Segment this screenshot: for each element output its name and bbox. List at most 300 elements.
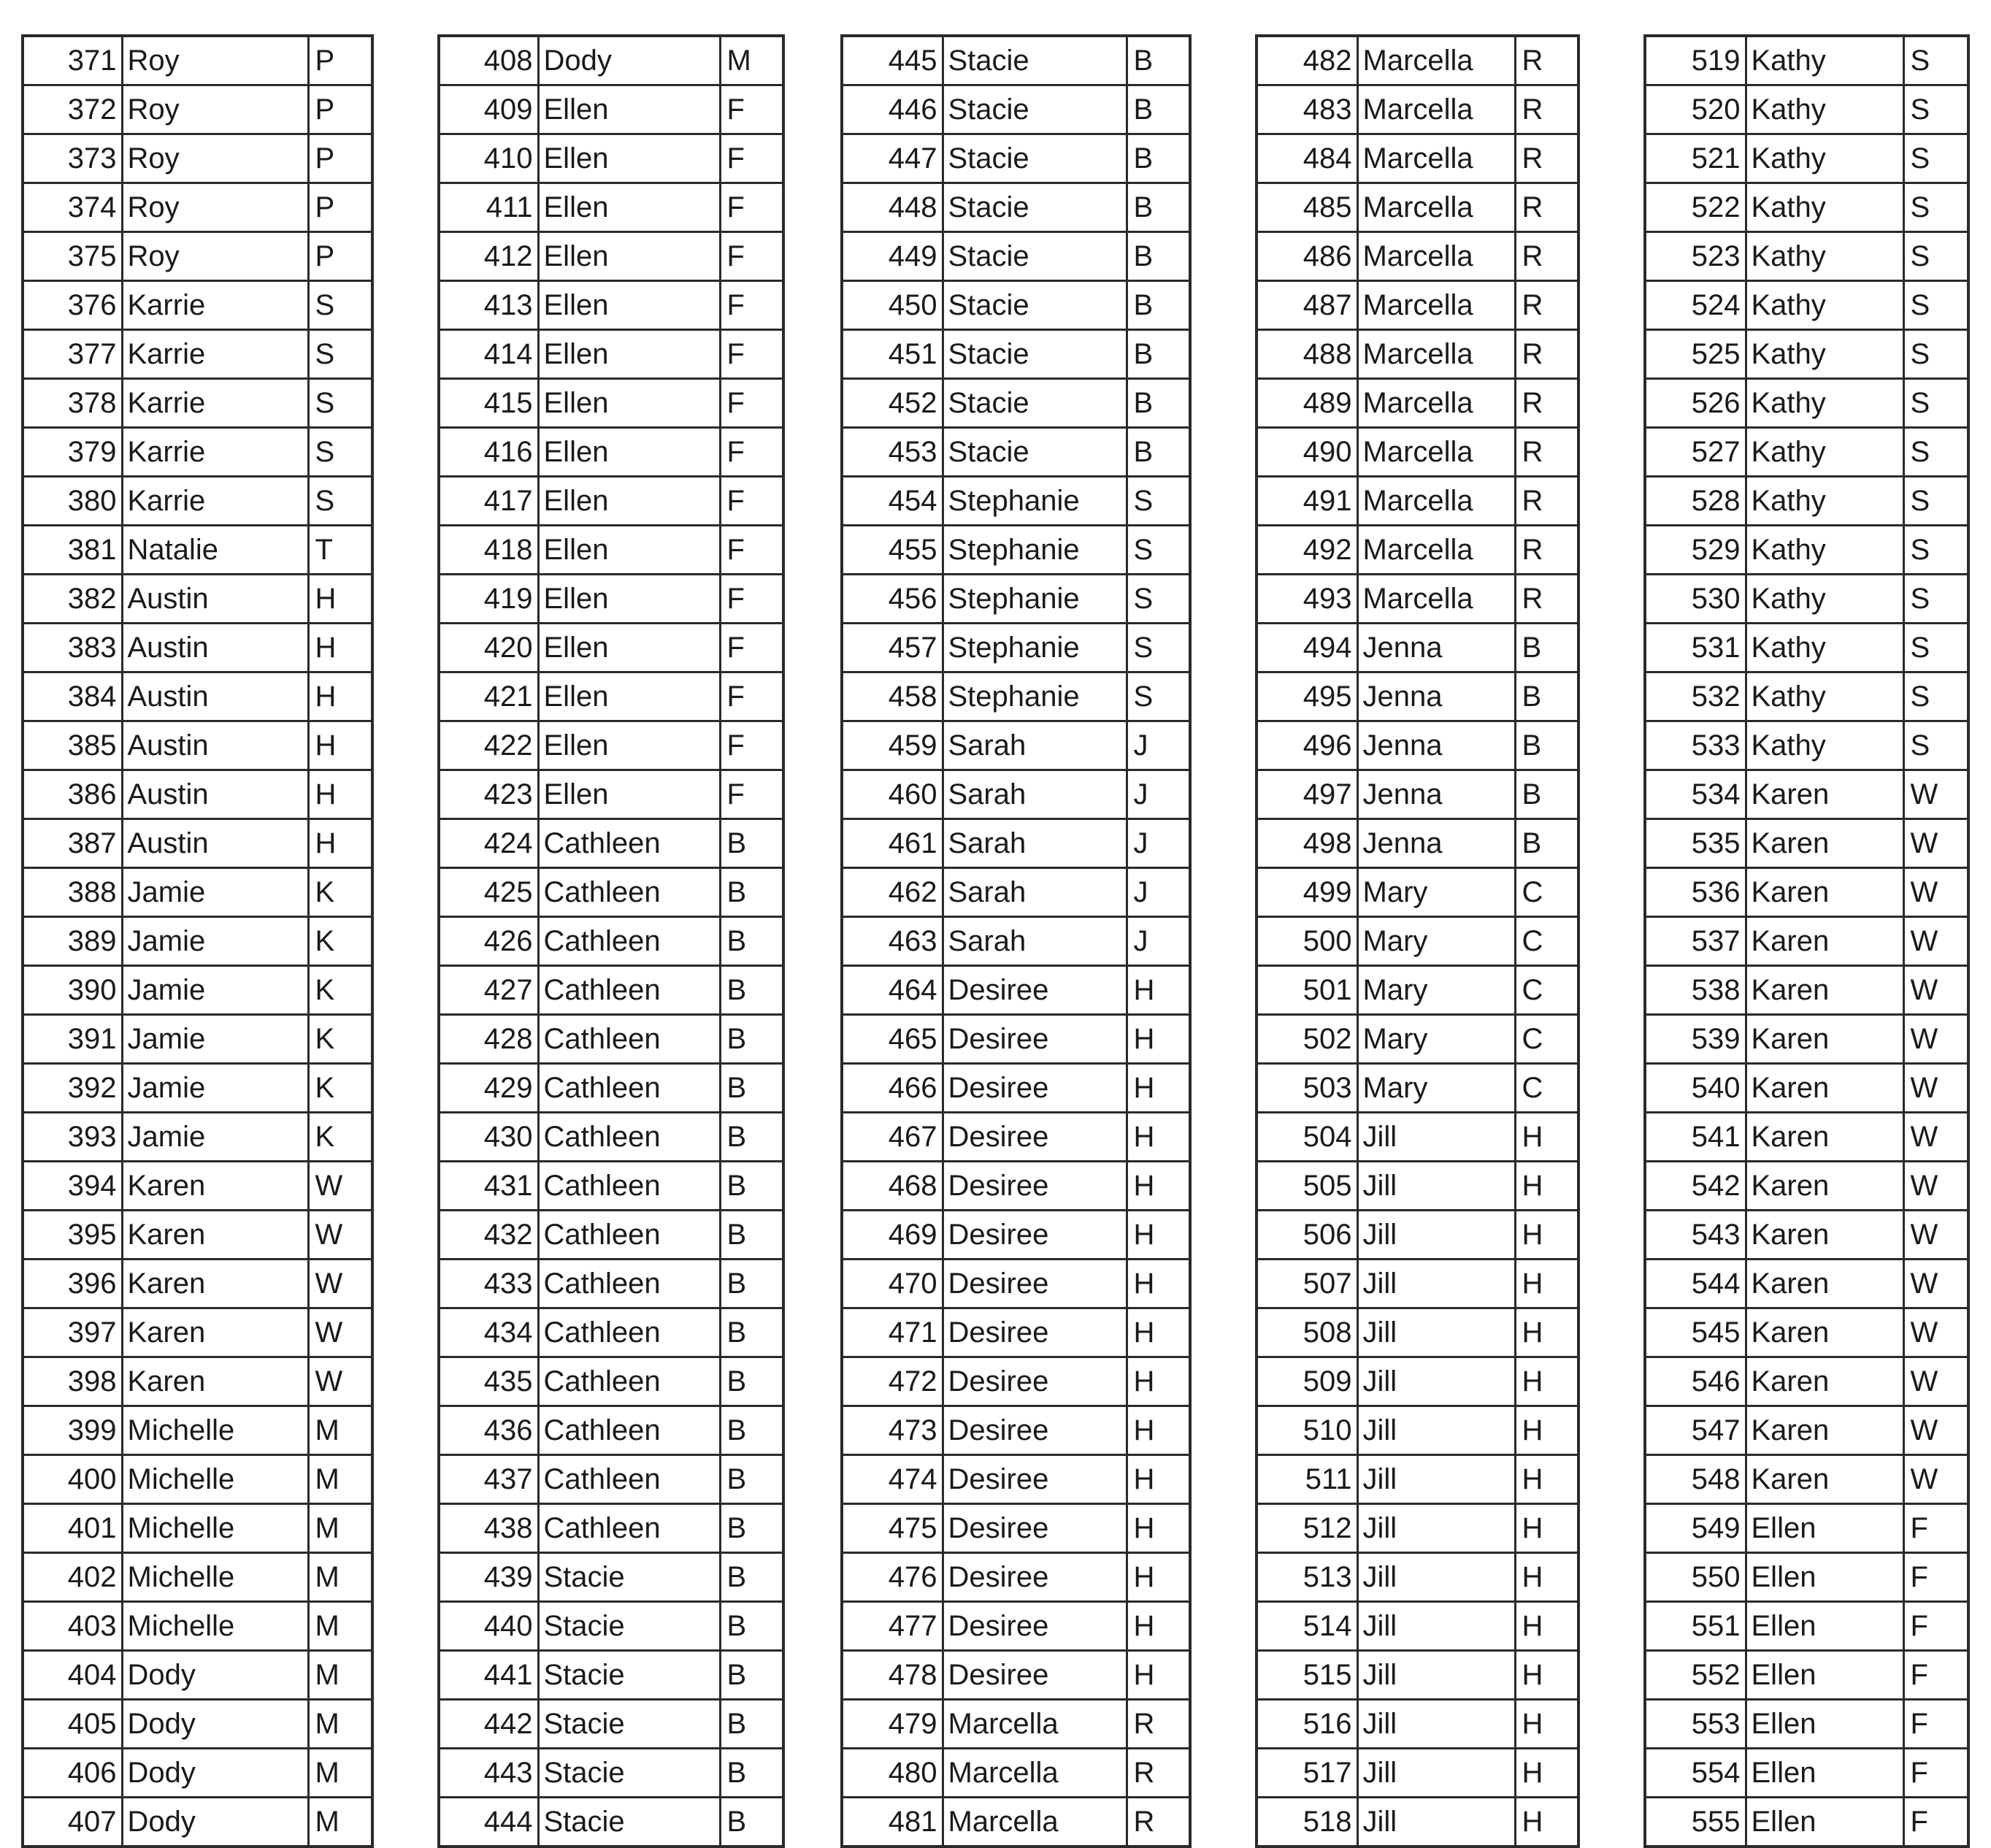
table-row bbox=[1257, 183, 1578, 232]
table-row bbox=[439, 1406, 783, 1455]
table-row bbox=[1645, 1211, 1968, 1260]
row-number-cell: 406 bbox=[23, 1749, 122, 1798]
row-number-cell: 511 bbox=[1257, 1455, 1357, 1504]
code-cell: S bbox=[308, 477, 372, 526]
row-number-cell: 395 bbox=[23, 1211, 122, 1260]
name-cell: Cathleen bbox=[538, 1406, 720, 1455]
name-cell: Desiree bbox=[943, 966, 1127, 1015]
name-cell: Kathy bbox=[1746, 85, 1903, 134]
code-cell: M bbox=[308, 1798, 372, 1847]
table-row bbox=[842, 624, 1190, 672]
name-cell: Karen bbox=[1746, 917, 1903, 966]
code-cell: K bbox=[308, 966, 372, 1015]
table-row bbox=[23, 1308, 372, 1357]
name-cell: Mary bbox=[1357, 1064, 1515, 1113]
row-number-cell: 553 bbox=[1645, 1700, 1746, 1749]
row-number-cell: 487 bbox=[1257, 281, 1357, 330]
name-cell: Michelle bbox=[122, 1406, 308, 1455]
name-cell: Jamie bbox=[122, 917, 308, 966]
row-number-cell: 436 bbox=[439, 1406, 538, 1455]
code-cell: H bbox=[1127, 1015, 1190, 1064]
name-cell: Stacie bbox=[943, 281, 1127, 330]
row-number-cell: 387 bbox=[23, 819, 122, 868]
code-cell: W bbox=[1903, 1113, 1968, 1162]
code-cell: H bbox=[308, 770, 372, 819]
row-number-cell: 458 bbox=[842, 672, 943, 721]
code-cell: H bbox=[1515, 1357, 1578, 1406]
code-cell: H bbox=[308, 721, 372, 770]
table-row bbox=[23, 1455, 372, 1504]
name-cell: Jill bbox=[1357, 1308, 1515, 1357]
row-number-cell: 425 bbox=[439, 868, 538, 917]
code-cell: R bbox=[1515, 526, 1578, 575]
row-number-cell: 377 bbox=[23, 330, 122, 379]
table-row bbox=[842, 1211, 1190, 1260]
table-row bbox=[842, 477, 1190, 526]
code-cell: W bbox=[1903, 819, 1968, 868]
row-number-cell: 503 bbox=[1257, 1064, 1357, 1113]
row-number-cell: 434 bbox=[439, 1308, 538, 1357]
row-number-cell: 408 bbox=[439, 36, 538, 85]
row-number-cell: 481 bbox=[842, 1798, 943, 1847]
table-row bbox=[842, 330, 1190, 379]
code-cell: K bbox=[308, 1015, 372, 1064]
code-cell: B bbox=[1127, 134, 1190, 183]
table-row bbox=[1645, 624, 1968, 672]
code-cell: P bbox=[308, 85, 372, 134]
code-cell: B bbox=[720, 1064, 783, 1113]
table-row bbox=[1645, 1015, 1968, 1064]
table-row bbox=[1257, 624, 1578, 672]
name-cell: Marcella bbox=[1357, 85, 1515, 134]
code-cell: B bbox=[720, 1700, 783, 1749]
row-number-cell: 507 bbox=[1257, 1260, 1357, 1308]
table-row bbox=[23, 428, 372, 477]
table-row bbox=[842, 85, 1190, 134]
table-row bbox=[439, 1651, 783, 1700]
name-cell: Stacie bbox=[943, 183, 1127, 232]
row-number-cell: 386 bbox=[23, 770, 122, 819]
name-cell: Cathleen bbox=[538, 1504, 720, 1553]
name-cell: Marcella bbox=[943, 1700, 1127, 1749]
name-cell: Michelle bbox=[122, 1455, 308, 1504]
row-number-cell: 524 bbox=[1645, 281, 1746, 330]
row-number-cell: 485 bbox=[1257, 183, 1357, 232]
code-cell: H bbox=[1515, 1113, 1578, 1162]
table-row bbox=[23, 917, 372, 966]
name-cell: Marcella bbox=[1357, 526, 1515, 575]
name-cell: Cathleen bbox=[538, 1308, 720, 1357]
name-cell: Kathy bbox=[1746, 183, 1903, 232]
table-row bbox=[1645, 1162, 1968, 1211]
row-number-cell: 474 bbox=[842, 1455, 943, 1504]
name-cell: Ellen bbox=[1746, 1553, 1903, 1602]
row-number-cell: 388 bbox=[23, 868, 122, 917]
name-cell: Austin bbox=[122, 672, 308, 721]
row-number-cell: 400 bbox=[23, 1455, 122, 1504]
row-number-cell: 371 bbox=[23, 36, 122, 85]
row-number-cell: 548 bbox=[1645, 1455, 1746, 1504]
code-cell: W bbox=[1903, 1260, 1968, 1308]
name-cell: Stephanie bbox=[943, 477, 1127, 526]
table-row bbox=[1645, 770, 1968, 819]
table-row bbox=[1257, 1651, 1578, 1700]
name-cell: Karen bbox=[122, 1260, 308, 1308]
row-number-cell: 512 bbox=[1257, 1504, 1357, 1553]
table-row bbox=[439, 1602, 783, 1651]
name-cell: Mary bbox=[1357, 966, 1515, 1015]
name-cell: Desiree bbox=[943, 1406, 1127, 1455]
row-number-cell: 372 bbox=[23, 85, 122, 134]
row-number-cell: 521 bbox=[1645, 134, 1746, 183]
code-cell: S bbox=[1903, 575, 1968, 624]
row-number-cell: 456 bbox=[842, 575, 943, 624]
row-number-cell: 402 bbox=[23, 1553, 122, 1602]
row-number-cell: 539 bbox=[1645, 1015, 1746, 1064]
code-cell: W bbox=[308, 1260, 372, 1308]
row-number-cell: 536 bbox=[1645, 868, 1746, 917]
row-number-cell: 375 bbox=[23, 232, 122, 281]
name-cell: Roy bbox=[122, 36, 308, 85]
code-cell: F bbox=[720, 721, 783, 770]
code-cell: F bbox=[720, 624, 783, 672]
row-number-cell: 501 bbox=[1257, 966, 1357, 1015]
row-number-cell: 428 bbox=[439, 1015, 538, 1064]
code-cell: S bbox=[1127, 526, 1190, 575]
code-cell: R bbox=[1127, 1700, 1190, 1749]
code-cell: W bbox=[308, 1162, 372, 1211]
row-number-cell: 464 bbox=[842, 966, 943, 1015]
code-cell: M bbox=[308, 1651, 372, 1700]
code-cell: S bbox=[1903, 134, 1968, 183]
row-number-cell: 405 bbox=[23, 1700, 122, 1749]
table-row bbox=[842, 1749, 1190, 1798]
table-row bbox=[439, 624, 783, 672]
name-cell: Cathleen bbox=[538, 1260, 720, 1308]
name-cell: Stacie bbox=[943, 232, 1127, 281]
table-row bbox=[1645, 1798, 1968, 1847]
table-row bbox=[842, 1406, 1190, 1455]
table-row bbox=[439, 1064, 783, 1113]
table-row bbox=[1257, 85, 1578, 134]
code-cell: B bbox=[720, 1749, 783, 1798]
code-cell: H bbox=[1515, 1211, 1578, 1260]
code-cell: B bbox=[1127, 232, 1190, 281]
row-number-cell: 443 bbox=[439, 1749, 538, 1798]
name-cell: Desiree bbox=[943, 1455, 1127, 1504]
name-cell: Ellen bbox=[538, 624, 720, 672]
name-cell: Stacie bbox=[943, 85, 1127, 134]
row-number-cell: 534 bbox=[1645, 770, 1746, 819]
table-row bbox=[1257, 1113, 1578, 1162]
row-number-cell: 374 bbox=[23, 183, 122, 232]
row-number-cell: 479 bbox=[842, 1700, 943, 1749]
name-cell: Sarah bbox=[943, 868, 1127, 917]
row-number-cell: 499 bbox=[1257, 868, 1357, 917]
table-row bbox=[1257, 1211, 1578, 1260]
code-cell: H bbox=[1127, 1504, 1190, 1553]
table-row bbox=[1645, 232, 1968, 281]
code-cell: C bbox=[1515, 1064, 1578, 1113]
row-number-cell: 401 bbox=[23, 1504, 122, 1553]
table-row bbox=[439, 1749, 783, 1798]
table-row bbox=[1257, 819, 1578, 868]
code-cell: K bbox=[308, 1113, 372, 1162]
table-row bbox=[842, 281, 1190, 330]
code-cell: R bbox=[1515, 232, 1578, 281]
table-row bbox=[439, 721, 783, 770]
code-cell: H bbox=[1127, 1211, 1190, 1260]
name-cell: Karen bbox=[1746, 1162, 1903, 1211]
table-row bbox=[23, 330, 372, 379]
code-cell: K bbox=[308, 1064, 372, 1113]
code-cell: M bbox=[720, 36, 783, 85]
name-cell: Desiree bbox=[943, 1357, 1127, 1406]
code-cell: H bbox=[308, 819, 372, 868]
name-cell: Jill bbox=[1357, 1211, 1515, 1260]
table-row bbox=[439, 819, 783, 868]
name-cell: Karen bbox=[1746, 1064, 1903, 1113]
name-cell: Ellen bbox=[538, 672, 720, 721]
table-row bbox=[23, 232, 372, 281]
table-row bbox=[439, 1211, 783, 1260]
name-cell: Dody bbox=[122, 1798, 308, 1847]
code-cell: B bbox=[720, 1504, 783, 1553]
table-row bbox=[1257, 1749, 1578, 1798]
code-cell: S bbox=[1903, 428, 1968, 477]
name-cell: Desiree bbox=[943, 1260, 1127, 1308]
row-number-cell: 413 bbox=[439, 281, 538, 330]
row-number-cell: 478 bbox=[842, 1651, 943, 1700]
name-cell: Stacie bbox=[538, 1749, 720, 1798]
code-cell: M bbox=[308, 1504, 372, 1553]
row-number-cell: 467 bbox=[842, 1113, 943, 1162]
table-row bbox=[23, 477, 372, 526]
table-row bbox=[1645, 526, 1968, 575]
row-number-cell: 495 bbox=[1257, 672, 1357, 721]
table-row bbox=[1257, 1308, 1578, 1357]
table-row bbox=[439, 477, 783, 526]
row-number-cell: 506 bbox=[1257, 1211, 1357, 1260]
code-cell: H bbox=[308, 575, 372, 624]
code-cell: H bbox=[1515, 1162, 1578, 1211]
code-cell: B bbox=[720, 1651, 783, 1700]
name-cell: Ellen bbox=[538, 379, 720, 428]
code-cell: W bbox=[308, 1211, 372, 1260]
table-row bbox=[1257, 966, 1578, 1015]
row-number-cell: 410 bbox=[439, 134, 538, 183]
row-number-cell: 552 bbox=[1645, 1651, 1746, 1700]
row-number-cell: 391 bbox=[23, 1015, 122, 1064]
name-cell: Stacie bbox=[538, 1553, 720, 1602]
row-number-cell: 399 bbox=[23, 1406, 122, 1455]
roster-table-1 bbox=[21, 34, 374, 1848]
row-number-cell: 530 bbox=[1645, 575, 1746, 624]
code-cell: S bbox=[308, 330, 372, 379]
code-cell: T bbox=[308, 526, 372, 575]
row-number-cell: 440 bbox=[439, 1602, 538, 1651]
row-number-cell: 455 bbox=[842, 526, 943, 575]
name-cell: Jill bbox=[1357, 1260, 1515, 1308]
code-cell: C bbox=[1515, 917, 1578, 966]
row-number-cell: 540 bbox=[1645, 1064, 1746, 1113]
code-cell: B bbox=[720, 1211, 783, 1260]
name-cell: Mary bbox=[1357, 868, 1515, 917]
name-cell: Desiree bbox=[943, 1015, 1127, 1064]
name-cell: Kathy bbox=[1746, 330, 1903, 379]
row-number-cell: 498 bbox=[1257, 819, 1357, 868]
row-number-cell: 555 bbox=[1645, 1798, 1746, 1847]
row-number-cell: 433 bbox=[439, 1260, 538, 1308]
table-row bbox=[1645, 721, 1968, 770]
row-number-cell: 452 bbox=[842, 379, 943, 428]
table-row bbox=[23, 770, 372, 819]
code-cell: R bbox=[1515, 330, 1578, 379]
roster-table-body bbox=[842, 36, 1190, 1847]
row-number-cell: 504 bbox=[1257, 1113, 1357, 1162]
name-cell: Ellen bbox=[538, 575, 720, 624]
table-row bbox=[842, 1651, 1190, 1700]
table-row bbox=[23, 526, 372, 575]
table-row bbox=[1257, 477, 1578, 526]
table-row bbox=[1257, 281, 1578, 330]
row-number-cell: 476 bbox=[842, 1553, 943, 1602]
row-number-cell: 550 bbox=[1645, 1553, 1746, 1602]
row-number-cell: 404 bbox=[23, 1651, 122, 1700]
name-cell: Sarah bbox=[943, 770, 1127, 819]
name-cell: Marcella bbox=[1357, 428, 1515, 477]
table-row bbox=[23, 1651, 372, 1700]
name-cell: Sarah bbox=[943, 819, 1127, 868]
table-row bbox=[1645, 1260, 1968, 1308]
row-number-cell: 510 bbox=[1257, 1406, 1357, 1455]
table-row bbox=[23, 1553, 372, 1602]
name-cell: Jill bbox=[1357, 1749, 1515, 1798]
name-cell: Marcella bbox=[1357, 477, 1515, 526]
name-cell: Michelle bbox=[122, 1553, 308, 1602]
row-number-cell: 439 bbox=[439, 1553, 538, 1602]
code-cell: B bbox=[1127, 281, 1190, 330]
name-cell: Karen bbox=[1746, 1113, 1903, 1162]
row-number-cell: 414 bbox=[439, 330, 538, 379]
table-row bbox=[842, 183, 1190, 232]
name-cell: Desiree bbox=[943, 1113, 1127, 1162]
name-cell: Karen bbox=[122, 1357, 308, 1406]
row-number-cell: 538 bbox=[1645, 966, 1746, 1015]
name-cell: Karen bbox=[1746, 1211, 1903, 1260]
name-cell: Kathy bbox=[1746, 281, 1903, 330]
name-cell: Karrie bbox=[122, 330, 308, 379]
table-row bbox=[842, 1700, 1190, 1749]
row-number-cell: 409 bbox=[439, 85, 538, 134]
table-row bbox=[1257, 428, 1578, 477]
table-row bbox=[1257, 1798, 1578, 1847]
code-cell: S bbox=[1903, 477, 1968, 526]
row-number-cell: 551 bbox=[1645, 1602, 1746, 1651]
row-number-cell: 448 bbox=[842, 183, 943, 232]
table-row bbox=[842, 1064, 1190, 1113]
table-row bbox=[842, 526, 1190, 575]
code-cell: R bbox=[1515, 428, 1578, 477]
table-row bbox=[1645, 1455, 1968, 1504]
name-cell: Jenna bbox=[1357, 770, 1515, 819]
table-row bbox=[1257, 134, 1578, 183]
row-number-cell: 459 bbox=[842, 721, 943, 770]
name-cell: Desiree bbox=[943, 1602, 1127, 1651]
row-number-cell: 382 bbox=[23, 575, 122, 624]
row-number-cell: 469 bbox=[842, 1211, 943, 1260]
code-cell: M bbox=[308, 1406, 372, 1455]
code-cell: R bbox=[1515, 379, 1578, 428]
row-number-cell: 471 bbox=[842, 1308, 943, 1357]
row-number-cell: 526 bbox=[1645, 379, 1746, 428]
table-row bbox=[1645, 330, 1968, 379]
table-row bbox=[23, 36, 372, 85]
table-row bbox=[23, 672, 372, 721]
code-cell: F bbox=[720, 330, 783, 379]
code-cell: J bbox=[1127, 819, 1190, 868]
table-row bbox=[1645, 281, 1968, 330]
table-row bbox=[23, 281, 372, 330]
name-cell: Karen bbox=[1746, 819, 1903, 868]
code-cell: F bbox=[720, 526, 783, 575]
code-cell: F bbox=[720, 379, 783, 428]
table-row bbox=[1645, 819, 1968, 868]
table-row bbox=[1257, 1357, 1578, 1406]
table-row bbox=[439, 966, 783, 1015]
row-number-cell: 532 bbox=[1645, 672, 1746, 721]
table-row bbox=[1257, 36, 1578, 85]
table-row bbox=[842, 1798, 1190, 1847]
name-cell: Cathleen bbox=[538, 1064, 720, 1113]
row-number-cell: 457 bbox=[842, 624, 943, 672]
table-row bbox=[439, 281, 783, 330]
row-number-cell: 497 bbox=[1257, 770, 1357, 819]
table-row bbox=[842, 966, 1190, 1015]
row-number-cell: 520 bbox=[1645, 85, 1746, 134]
code-cell: F bbox=[720, 134, 783, 183]
name-cell: Karen bbox=[1746, 868, 1903, 917]
table-row bbox=[1257, 1015, 1578, 1064]
table-row bbox=[439, 134, 783, 183]
name-cell: Kathy bbox=[1746, 379, 1903, 428]
table-row bbox=[23, 721, 372, 770]
name-cell: Jill bbox=[1357, 1162, 1515, 1211]
code-cell: B bbox=[1127, 36, 1190, 85]
table-row bbox=[23, 966, 372, 1015]
name-cell: Jamie bbox=[122, 1113, 308, 1162]
table-row bbox=[1257, 770, 1578, 819]
row-number-cell: 468 bbox=[842, 1162, 943, 1211]
code-cell: S bbox=[1127, 624, 1190, 672]
code-cell: M bbox=[308, 1455, 372, 1504]
name-cell: Austin bbox=[122, 721, 308, 770]
code-cell: W bbox=[1903, 966, 1968, 1015]
row-number-cell: 528 bbox=[1645, 477, 1746, 526]
name-cell: Kathy bbox=[1746, 721, 1903, 770]
row-number-cell: 480 bbox=[842, 1749, 943, 1798]
code-cell: S bbox=[1903, 330, 1968, 379]
name-cell: Stacie bbox=[943, 134, 1127, 183]
name-cell: Desiree bbox=[943, 1064, 1127, 1113]
row-number-cell: 376 bbox=[23, 281, 122, 330]
code-cell: B bbox=[1515, 770, 1578, 819]
code-cell: H bbox=[1515, 1504, 1578, 1553]
row-number-cell: 461 bbox=[842, 819, 943, 868]
row-number-cell: 411 bbox=[439, 183, 538, 232]
code-cell: B bbox=[1515, 624, 1578, 672]
code-cell: B bbox=[720, 1798, 783, 1847]
